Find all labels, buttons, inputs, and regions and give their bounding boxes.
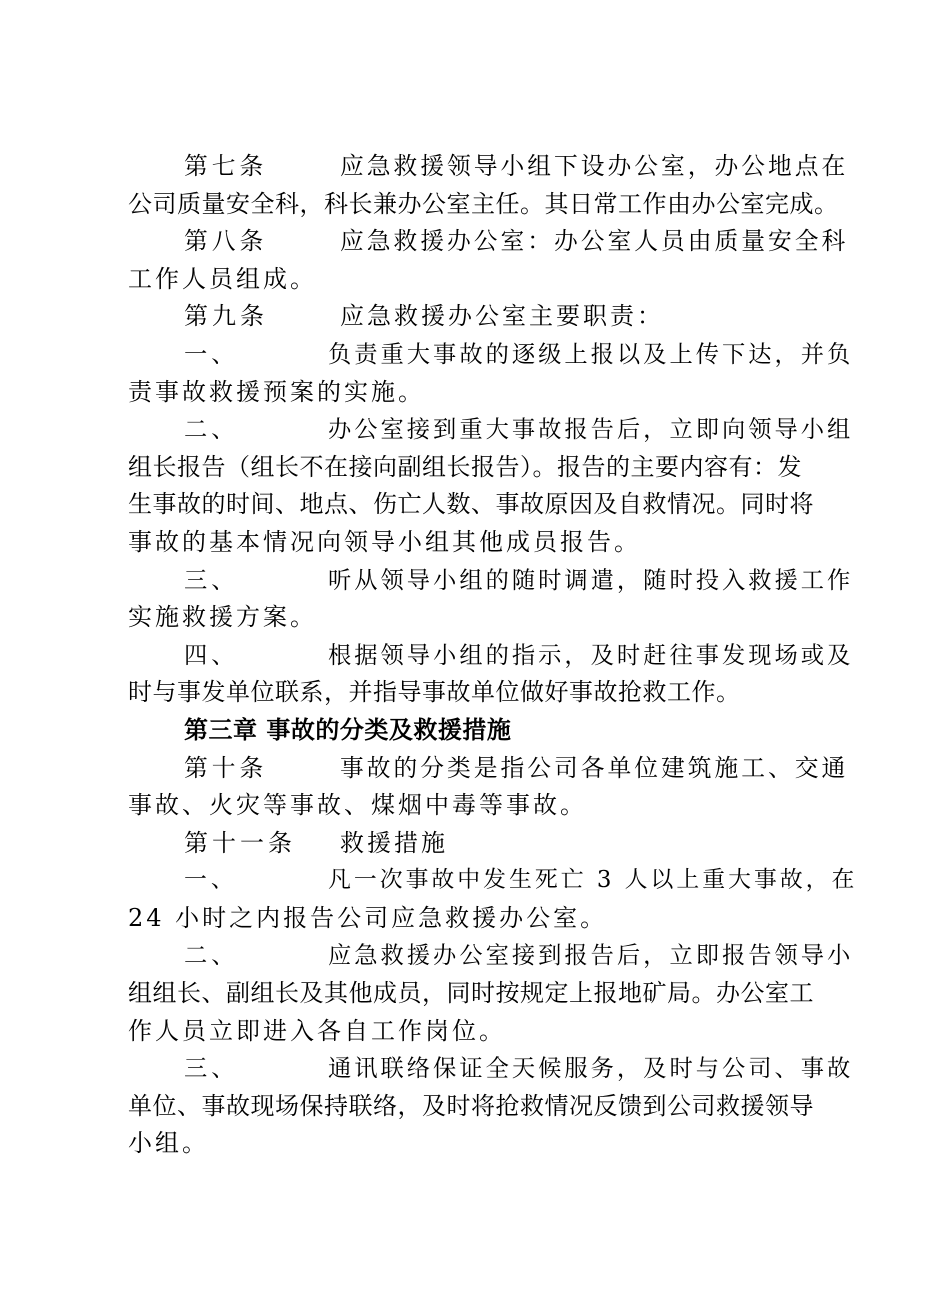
document-page (128, 148, 858, 1163)
article-8-text: 应急救援办公室：办公室人员由质量安全科 (340, 227, 849, 256)
measure-2-label: 二、 (184, 942, 239, 970)
duty-4-text: 根据领导小组的指示，及时赶往事发现场或及 (328, 641, 854, 669)
duty-2-continuation-1: 组长报告（组长不在接向副组长报告）。报告的主要内容有：发 (128, 452, 802, 481)
measure-3-continuation-1: 单位、事故现场保持联络，及时将抢救情况反馈到公司救援领导 (128, 1091, 814, 1120)
article-10-label: 第十条 (184, 753, 268, 782)
duty-1-label: 一、 (184, 340, 239, 368)
duty-1-text: 负责重大事故的逐级上报以及上传下达，并负 (328, 340, 854, 368)
measure-1-text: 凡一次事故中发生死亡 3 人以上重大事故，在 (328, 867, 858, 894)
duty-3-text: 听从领导小组的随时调遣，随时投入救援工作 (328, 566, 854, 594)
article-9-label: 第九条 (184, 302, 268, 331)
article-11-text: 救援措施 (340, 828, 448, 857)
duty-3-label: 三、 (184, 566, 239, 594)
duty-2-continuation-3: 事故的基本情况向领导小组其他成员报告。 (128, 527, 641, 556)
duty-4-label: 四、 (184, 641, 239, 669)
measure-1-label: 一、 (184, 867, 238, 894)
article-9-line (128, 298, 852, 336)
article-10-text: 事故的分类是指公司各单位建筑施工、交通 (340, 753, 849, 782)
duty-3-continuation: 实施救援方案。 (128, 603, 317, 632)
measure-3-line (128, 1050, 852, 1088)
article-9-text: 应急救援办公室主要职责： (340, 302, 664, 331)
measure-2-continuation-2: 作人员立即进入各自工作岗位。 (128, 1016, 506, 1045)
duty-4-line (128, 637, 852, 675)
article-11-line (128, 825, 852, 863)
duty-2-label: 二、 (184, 416, 239, 444)
article-11-label: 第十一条 (184, 828, 296, 857)
article-7-label: 第七条 (184, 152, 268, 180)
duty-4-continuation: 时与事发单位联系，并指导事故单位做好事故抢救工作。 (128, 678, 741, 707)
article-8-line (128, 223, 852, 261)
measure-3-text: 通讯联络保证全天候服务，及时与公司、事故 (328, 1055, 854, 1083)
chapter-3-heading: 第三章 事故的分类及救援措施 (184, 715, 512, 744)
article-8-label: 第八条 (184, 227, 268, 256)
duty-1-continuation: 责事故救援预案的实施。 (128, 377, 425, 406)
duty-1-line (128, 336, 852, 374)
duty-2-line (128, 411, 852, 449)
article-8-continuation: 工作人员组成。 (128, 264, 317, 293)
duty-2-text: 办公室接到重大事故报告后，立即向领导小组 (328, 416, 854, 444)
measure-2-continuation-1: 组组长、副组长及其他成员，同时按规定上报地矿局。办公室工 (128, 979, 814, 1008)
measure-3-continuation-2: 小组。 (128, 1129, 209, 1158)
measure-2-text: 应急救援办公室接到报告后，立即报告领导小 (328, 942, 854, 970)
duty-3-line (128, 562, 852, 600)
article-7-continuation: 公司质量安全科，科长兼办公室主任。其日常工作由办公室完成。 (128, 189, 839, 218)
article-7-text: 应急救援领导小组下设办公室，办公地点在 (340, 152, 849, 180)
duty-2-continuation-2: 生事故的时间、地点、伤亡人数、事故原因及自救情况。同时将 (128, 490, 814, 519)
article-10-continuation: 事故、火灾等事故、煤烟中毒等事故。 (128, 791, 587, 820)
measure-1-line (128, 862, 858, 900)
measure-2-line (128, 937, 852, 975)
article-10-line (128, 750, 852, 788)
article-7-line (128, 148, 852, 186)
measure-1-continuation: 24 小时之内报告公司应急救援办公室。 (128, 903, 608, 932)
measure-3-label: 三、 (184, 1055, 239, 1083)
